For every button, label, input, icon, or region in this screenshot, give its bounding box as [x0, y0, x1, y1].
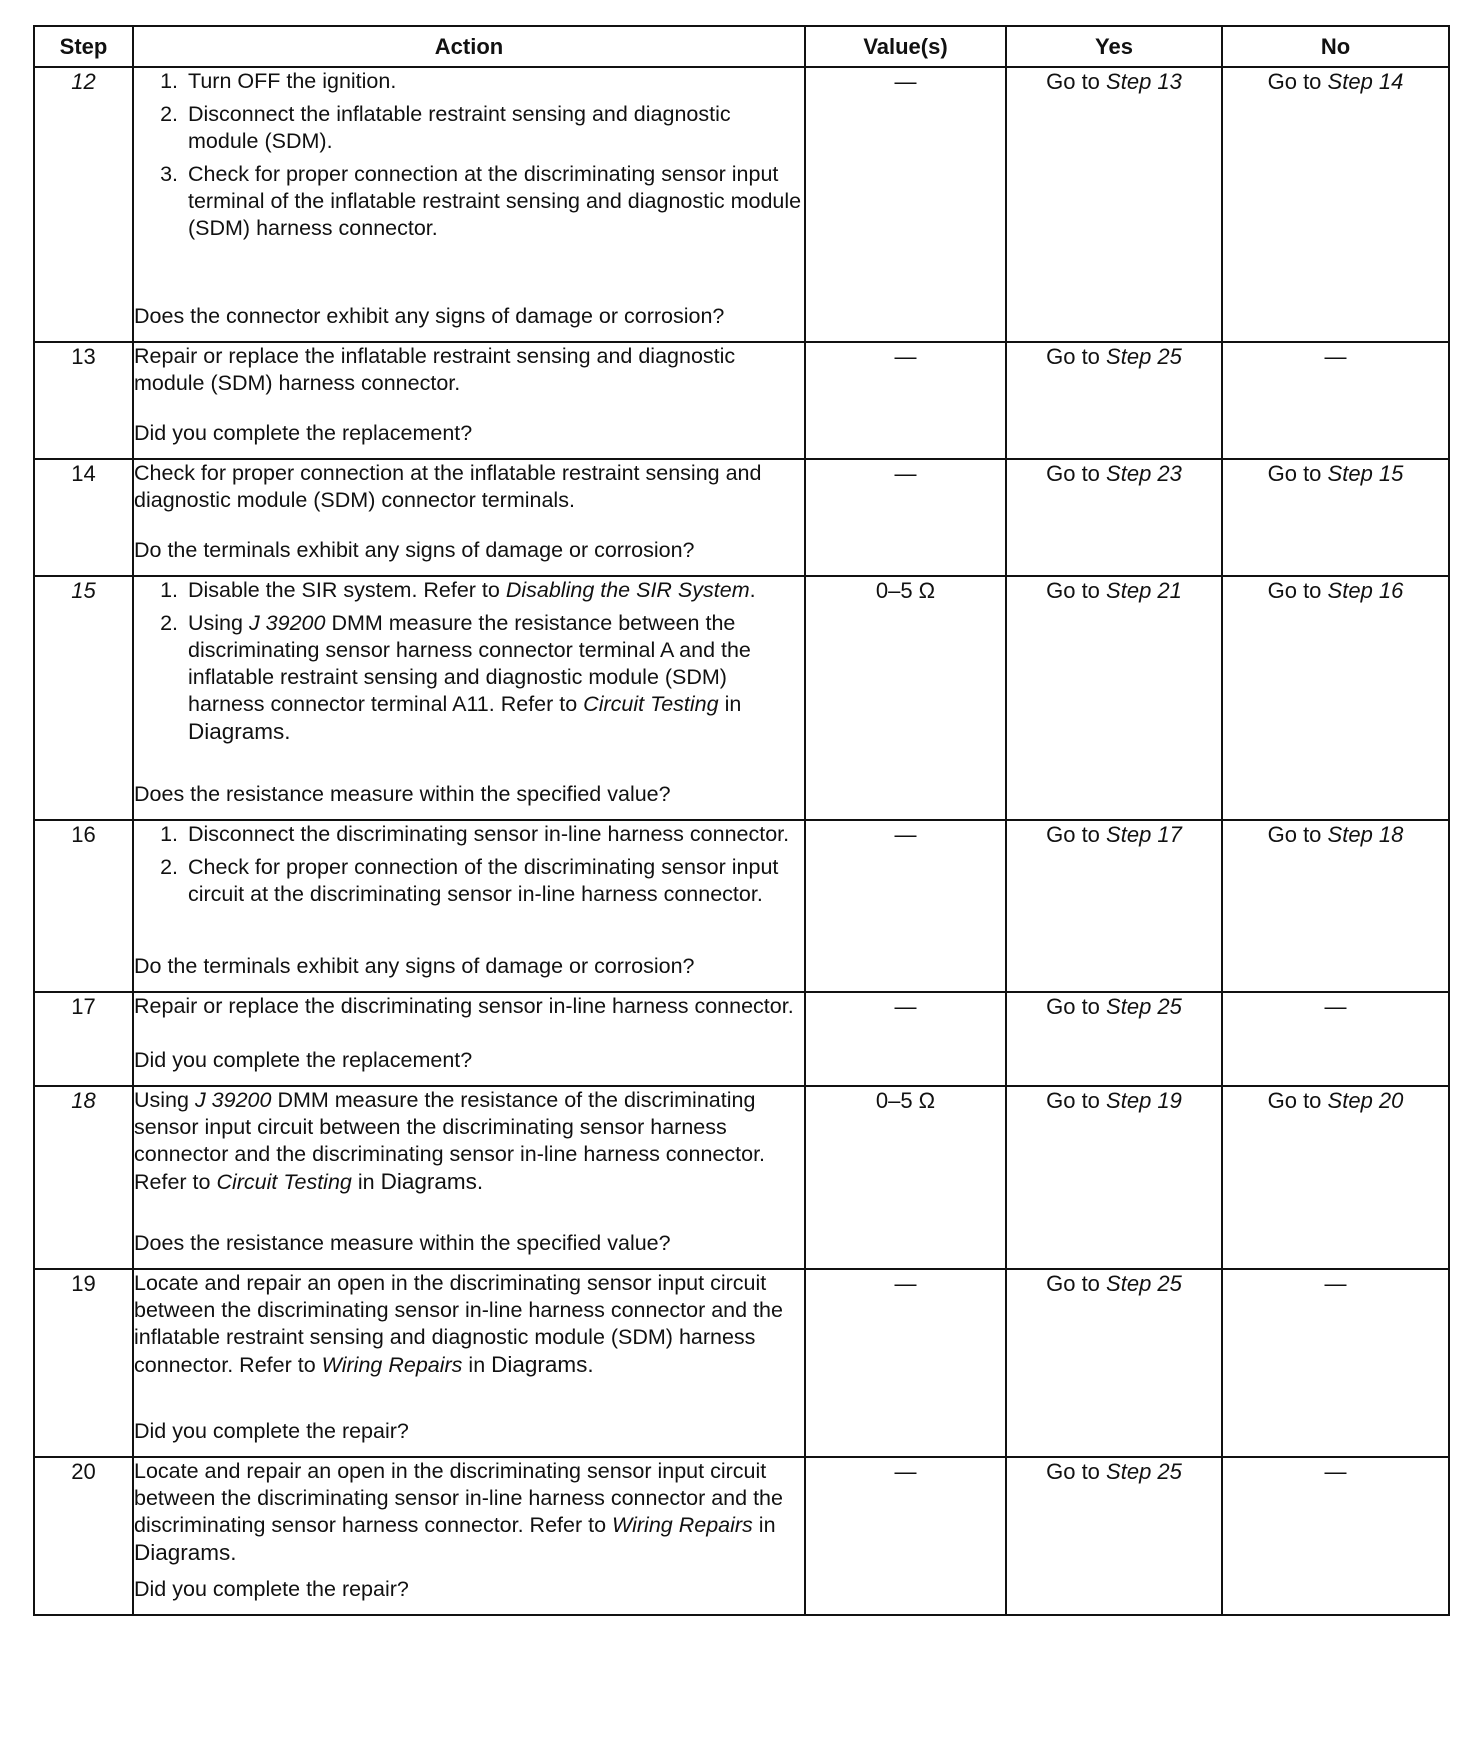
reference-link[interactable]: Wiring Repairs	[612, 1513, 753, 1537]
reference-link[interactable]: Circuit Testing	[583, 692, 719, 716]
table-row	[34, 576, 1449, 820]
table-row	[34, 992, 1449, 1086]
yes-cell	[1006, 820, 1222, 992]
value-cell: —	[805, 459, 1006, 576]
goto-step: Step 15	[1327, 461, 1404, 486]
text-segment: Locate and repair an open in the discriminating sensor input circuit between the discriminating sensor in-line harness connector and the discriminating sensor harness connector. Refer to	[134, 1459, 783, 1537]
goto-label: Go to	[1267, 578, 1322, 603]
goto-step: Step 18	[1327, 822, 1404, 847]
action-cell	[133, 1269, 805, 1457]
no-goto-link[interactable]	[1268, 1088, 1404, 1113]
step-number: 19	[34, 1269, 133, 1457]
list-item: 1. Disconnect the discriminating sensor in-line harness connector.	[184, 821, 804, 848]
tool-name: J 39200	[248, 611, 326, 635]
goto-step: Step 14	[1327, 69, 1404, 94]
table-row	[34, 1086, 1449, 1269]
diagrams-reference: Diagrams.	[134, 1540, 237, 1565]
header-step: Step	[34, 26, 133, 67]
action-question: Do the terminals exhibit any signs of damage or corrosion?	[134, 538, 695, 562]
no-cell	[1222, 459, 1449, 576]
action-question: Does the resistance measure within the specified value?	[134, 1231, 671, 1255]
yes-goto-link[interactable]	[1046, 1088, 1182, 1113]
reference-link[interactable]: Disabling the SIR System	[505, 578, 750, 602]
action-cell	[133, 992, 805, 1086]
yes-goto-link[interactable]	[1046, 994, 1182, 1019]
item-text: .	[749, 578, 756, 602]
action-list	[134, 821, 804, 908]
action-list	[134, 68, 804, 242]
goto-label: Go to	[1267, 1088, 1322, 1113]
goto-label: Go to	[1046, 1271, 1100, 1296]
reference-link[interactable]: Circuit Testing	[216, 1170, 352, 1194]
goto-step: Step 20	[1327, 1088, 1404, 1113]
text-segment: Locate and repair an open in the discriminating sensor input circuit between the discriminating sensor in-line harness connector and the inflatable restraint sensing and diagnostic module (SDM) harness connector. Refer to	[134, 1271, 783, 1377]
yes-cell	[1006, 459, 1222, 576]
action-question: Did you complete the repair?	[134, 1419, 409, 1443]
action-question: Did you complete the replacement?	[134, 1048, 473, 1072]
yes-cell	[1006, 1269, 1222, 1457]
goto-label: Go to	[1046, 69, 1100, 94]
goto-label: Go to	[1267, 69, 1322, 94]
diagrams-reference: Diagrams.	[380, 1169, 484, 1194]
no-goto-link[interactable]	[1268, 461, 1404, 486]
list-item: 1. Turn OFF the ignition.	[184, 68, 804, 95]
diagrams-reference: Diagrams.	[188, 719, 291, 744]
header-action: Action	[133, 26, 805, 67]
header-values: Value(s)	[805, 26, 1006, 67]
goto-label: Go to	[1267, 461, 1322, 486]
value-cell: 0–5 Ω	[805, 576, 1006, 820]
goto-step: Step 23	[1106, 461, 1182, 486]
header-row	[34, 26, 1449, 67]
item-text: Using	[188, 611, 249, 635]
step-number: 14	[34, 459, 133, 576]
step-number: 15	[34, 576, 133, 820]
item-text: DMM measure the resistance between the discriminating sensor harness connector terminal A and the inflatable restraint sensing and diagnostic module (SDM) harness connector terminal A11. Refer to	[188, 611, 751, 716]
text-segment: DMM measure the resistance of the discriminating sensor input circuit between the discriminating sensor harness connector and the discriminating sensor in-line harness connector. Refer to	[134, 1088, 766, 1194]
reference-link[interactable]: Wiring Repairs	[321, 1353, 463, 1377]
goto-step: Step 17	[1106, 822, 1182, 847]
value-cell: —	[805, 1457, 1006, 1615]
step-number: 12	[34, 67, 133, 342]
list-item: 3. Check for proper connection at the discriminating sensor input terminal of the inflatable restraint sensing and diagnostic module (SDM) harness connector.	[184, 161, 804, 242]
goto-step: Step 16	[1327, 578, 1404, 603]
no-cell: —	[1222, 992, 1449, 1086]
action-cell	[133, 1086, 805, 1269]
action-text: Repair or replace the discriminating sensor in-line harness connector.	[134, 994, 794, 1018]
yes-cell	[1006, 67, 1222, 342]
no-cell: —	[1222, 1269, 1449, 1457]
table-row	[34, 1269, 1449, 1457]
action-question: Does the connector exhibit any signs of damage or corrosion?	[134, 304, 725, 328]
value-cell: 0–5 Ω	[805, 1086, 1006, 1269]
text-segment: in	[351, 1170, 381, 1194]
action-cell	[133, 1457, 805, 1615]
no-cell	[1222, 820, 1449, 992]
diagnostic-steps-table	[33, 25, 1450, 1616]
action-text	[134, 1087, 804, 1196]
action-question: Did you complete the replacement?	[134, 421, 473, 445]
step-number: 16	[34, 820, 133, 992]
goto-step: Step 21	[1106, 578, 1182, 603]
tool-name: J 39200	[194, 1088, 272, 1112]
table-row	[34, 1457, 1449, 1615]
goto-step: Step 25	[1106, 344, 1182, 369]
yes-cell	[1006, 992, 1222, 1086]
action-list	[134, 577, 804, 746]
value-cell: —	[805, 820, 1006, 992]
goto-label: Go to	[1046, 344, 1100, 369]
yes-goto-link[interactable]	[1046, 461, 1182, 486]
item-text: in	[718, 692, 742, 716]
table-row	[34, 342, 1449, 459]
step-number: 20	[34, 1457, 133, 1615]
step-number: 17	[34, 992, 133, 1086]
goto-step: Step 19	[1106, 1088, 1182, 1113]
action-question: Did you complete the repair?	[134, 1577, 409, 1601]
action-cell	[133, 67, 805, 342]
text-segment: in	[752, 1513, 776, 1537]
no-cell	[1222, 67, 1449, 342]
text-segment: Using	[134, 1088, 195, 1112]
value-cell: —	[805, 342, 1006, 459]
list-item	[184, 577, 804, 604]
value-cell: —	[805, 992, 1006, 1086]
action-text	[134, 1270, 804, 1379]
goto-label: Go to	[1046, 1088, 1100, 1113]
action-cell	[133, 342, 805, 459]
diagrams-reference: Diagrams.	[491, 1352, 594, 1377]
value-cell: —	[805, 1269, 1006, 1457]
action-cell	[133, 459, 805, 576]
yes-goto-link[interactable]	[1046, 1459, 1182, 1484]
list-item	[184, 610, 804, 746]
goto-label: Go to	[1267, 822, 1322, 847]
goto-label: Go to	[1046, 461, 1100, 486]
no-cell	[1222, 1086, 1449, 1269]
table-row	[34, 67, 1449, 342]
action-cell	[133, 576, 805, 820]
yes-goto-link[interactable]	[1046, 69, 1182, 94]
action-cell	[133, 820, 805, 992]
header-no: No	[1222, 26, 1449, 67]
yes-cell	[1006, 342, 1222, 459]
action-question: Does the resistance measure within the specified value?	[134, 782, 671, 806]
yes-goto-link[interactable]	[1046, 344, 1182, 369]
action-text	[134, 1458, 804, 1567]
goto-step: Step 25	[1106, 1459, 1182, 1484]
goto-step: Step 13	[1106, 69, 1182, 94]
yes-goto-link[interactable]	[1046, 822, 1182, 847]
step-number: 18	[34, 1086, 133, 1269]
yes-cell	[1006, 1086, 1222, 1269]
action-question: Do the terminals exhibit any signs of damage or corrosion?	[134, 954, 695, 978]
item-text: Disable the SIR system. Refer to	[188, 578, 506, 602]
goto-label: Go to	[1046, 1459, 1100, 1484]
text-segment: in	[462, 1353, 492, 1377]
step-number: 13	[34, 342, 133, 459]
table-row	[34, 459, 1449, 576]
action-text: Check for proper connection at the inflatable restraint sensing and diagnostic module (SDM) connector terminals.	[134, 461, 762, 512]
action-text: Repair or replace the inflatable restraint sensing and diagnostic module (SDM) harness connector.	[134, 344, 736, 395]
header-yes: Yes	[1006, 26, 1222, 67]
list-item: 2. Disconnect the inflatable restraint sensing and diagnostic module (SDM).	[184, 101, 804, 155]
yes-goto-link[interactable]	[1046, 1271, 1182, 1296]
yes-cell	[1006, 576, 1222, 820]
no-cell: —	[1222, 1457, 1449, 1615]
no-cell	[1222, 576, 1449, 820]
no-goto-link[interactable]	[1268, 69, 1404, 94]
goto-label: Go to	[1046, 578, 1100, 603]
goto-step: Step 25	[1106, 1271, 1182, 1296]
no-goto-link[interactable]	[1268, 822, 1404, 847]
yes-cell	[1006, 1457, 1222, 1615]
table-row	[34, 820, 1449, 992]
list-item: 2. Check for proper connection of the discriminating sensor input circuit at the discriminating sensor in-line harness connector.	[184, 854, 804, 908]
no-cell: —	[1222, 342, 1449, 459]
yes-goto-link[interactable]	[1046, 578, 1182, 603]
goto-label: Go to	[1046, 994, 1100, 1019]
no-goto-link[interactable]	[1268, 578, 1404, 603]
goto-step: Step 25	[1106, 994, 1182, 1019]
goto-label: Go to	[1046, 822, 1100, 847]
value-cell: —	[805, 67, 1006, 342]
